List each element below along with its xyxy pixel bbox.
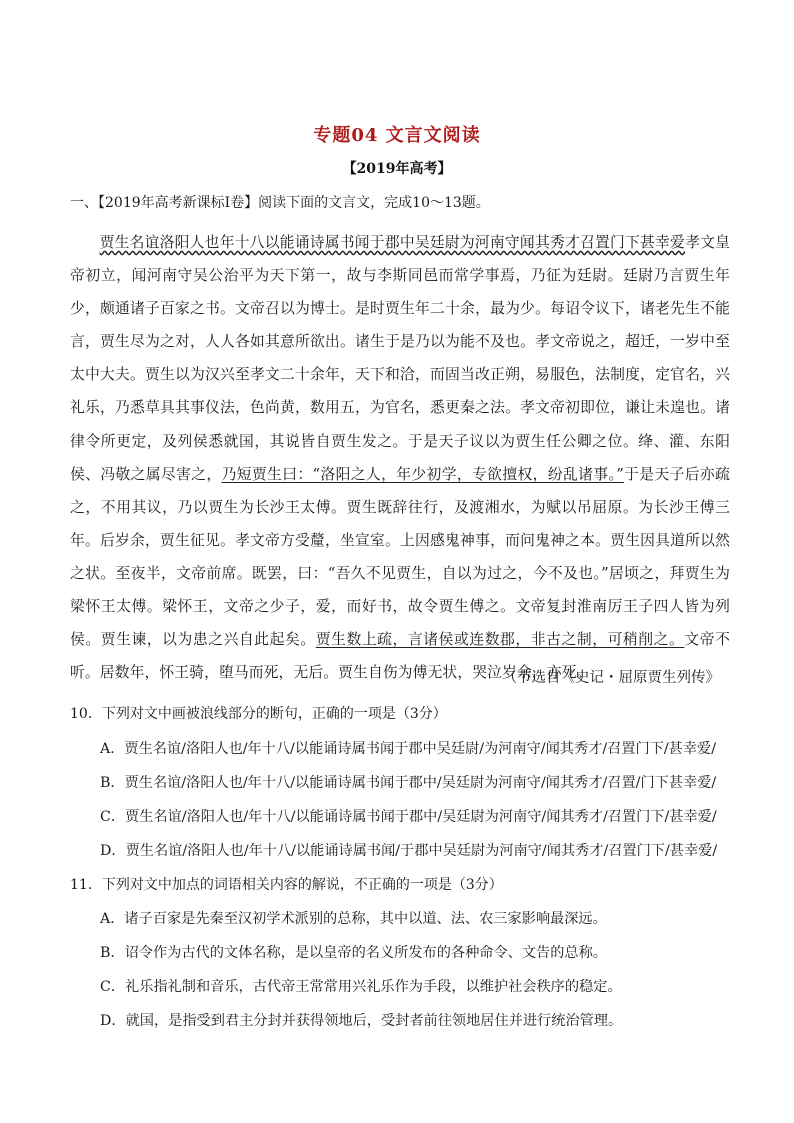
- question-intro: 一、【2019年高考新课标Ⅰ卷】阅读下面的文言文，完成10～13题。: [70, 195, 490, 211]
- underlined-sentence-2: 贾生数上疏，言诸侯或连数郡，非古之制，可稍削之。: [315, 631, 685, 649]
- passage-segment: 孝文皇帝初立，闻河南守吴公治平为天下第一，故与李斯同邑而常学事焉，乃征为廷尉。廷尉乃言贾生年少，颇通诸子百家之书。文帝召以为博士。是时贾生年二十余，最为少。每诏令议下，诸老先生不能言，贾生尽为之对，人人各如其意所欲出。诸生于是乃以为能不及也。孝文帝说之，超迁，一岁中至太中大夫。贾生以为汉兴至孝文二十余年，天下和洽，而固当改正朔，易服色，法制度，定官名，兴礼乐，乃悉草具其事仪法，色尚黄，数用五，为官名，悉更秦之法。孝文帝初即位，谦让未遑也。诸律令所更定，及列侯悉就国，其说皆自贾生发之。于是天子议以为贾生任公卿之位。绛、灌、东阳侯、冯敬之属尽害之，: [70, 234, 730, 483]
- classical-passage: [70, 226, 730, 689]
- question-11-option-b: B．诏令作为古代的文体名称，是以皇帝的名义所发布的各种命令、文告的总称。: [100, 945, 607, 961]
- passage-segment: 于是天子后亦疏之，不用其议，乃以贾生为长沙王太傅。贾生既辞往行，及渡湘水，为赋以吊屈原。为长沙王傅三年。后岁余，贾生征见。孝文帝方受釐，坐宣室。上因感鬼神事，而问鬼神之本。贾生因具道所以然之状。至夜半，文帝前席。既罢，曰：“吾久不见贾生，自以为过之，今不及也。”居顷之，拜贾生为梁怀王太傅。梁怀王，文帝之少子，爱，而好书，故令贾生傅之。文帝复封淮南厉王子四人皆为列侯。贾生谏，以为患之兴自此起矣。: [70, 465, 730, 649]
- question-11-option-d: D．就国，是指受到君主分封并获得领地后，受封者前往领地居住并进行统治管理。: [100, 1013, 623, 1029]
- question-10-stem: 10．下列对文中画被浪线部分的断句，正确的一项是（3分）: [70, 706, 447, 722]
- question-11-option-c: C．礼乐指礼制和音乐，古代帝王常常用兴礼乐作为手段，以维护社会秩序的稳定。: [100, 979, 622, 995]
- section-subtitle: 【2019年高考】: [342, 161, 452, 177]
- passage-source: （节选自《史记・屈原贾生列传》: [502, 670, 720, 686]
- question-10-option-c: C．贾生名谊/洛阳人也/年十八/以能诵诗属书闻于郡中/吴廷尉为河南守/闻其秀才/召置门下/甚幸爱/: [100, 809, 717, 825]
- question-11-option-a: A．诸子百家是先秦至汉初学术派别的总称，其中以道、法、农三家影响最深远。: [100, 911, 607, 927]
- passage-segment: 文帝不听。居数年，怀王骑，堕马而死，无后。贾生自伤为傅无状，哭泣岁余，亦死。: [70, 631, 730, 682]
- page-title: 专题04 文言文阅读: [313, 125, 481, 146]
- passage-paragraph: [70, 226, 730, 689]
- question-11-stem: 11．下列对文中加点的词语相关内容的解说，不正确的一项是（3分）: [70, 877, 503, 893]
- question-10-option-a: A．贾生名谊/洛阳人也/年十八/以能诵诗属书闻于郡中吴廷尉/为河南守/闻其秀才/召置门下/甚幸爱/: [100, 741, 716, 757]
- wavy-underlined-sentence: 贾生名谊洛阳人也年十八以能诵诗属书闻于郡中吴廷尉为河南守闻其秀才召置门下甚幸爱: [99, 234, 686, 251]
- question-10-option-b: B．贾生名谊/洛阳人也/年十八/以能诵诗属书闻于郡中/吴廷尉为河南守/闻其秀才/召置/门下甚幸爱/: [100, 775, 717, 791]
- underlined-sentence-1: 乃短贾生曰：“洛阳之人，年少初学，专欲擅权，纷乱诸事。”: [221, 465, 624, 483]
- question-10-option-d: D．贾生名谊/洛阳人也/年十八/以能诵诗属书闻/于郡中吴廷尉为河南守/闻其秀才/召置门下/甚幸爱/: [100, 843, 718, 859]
